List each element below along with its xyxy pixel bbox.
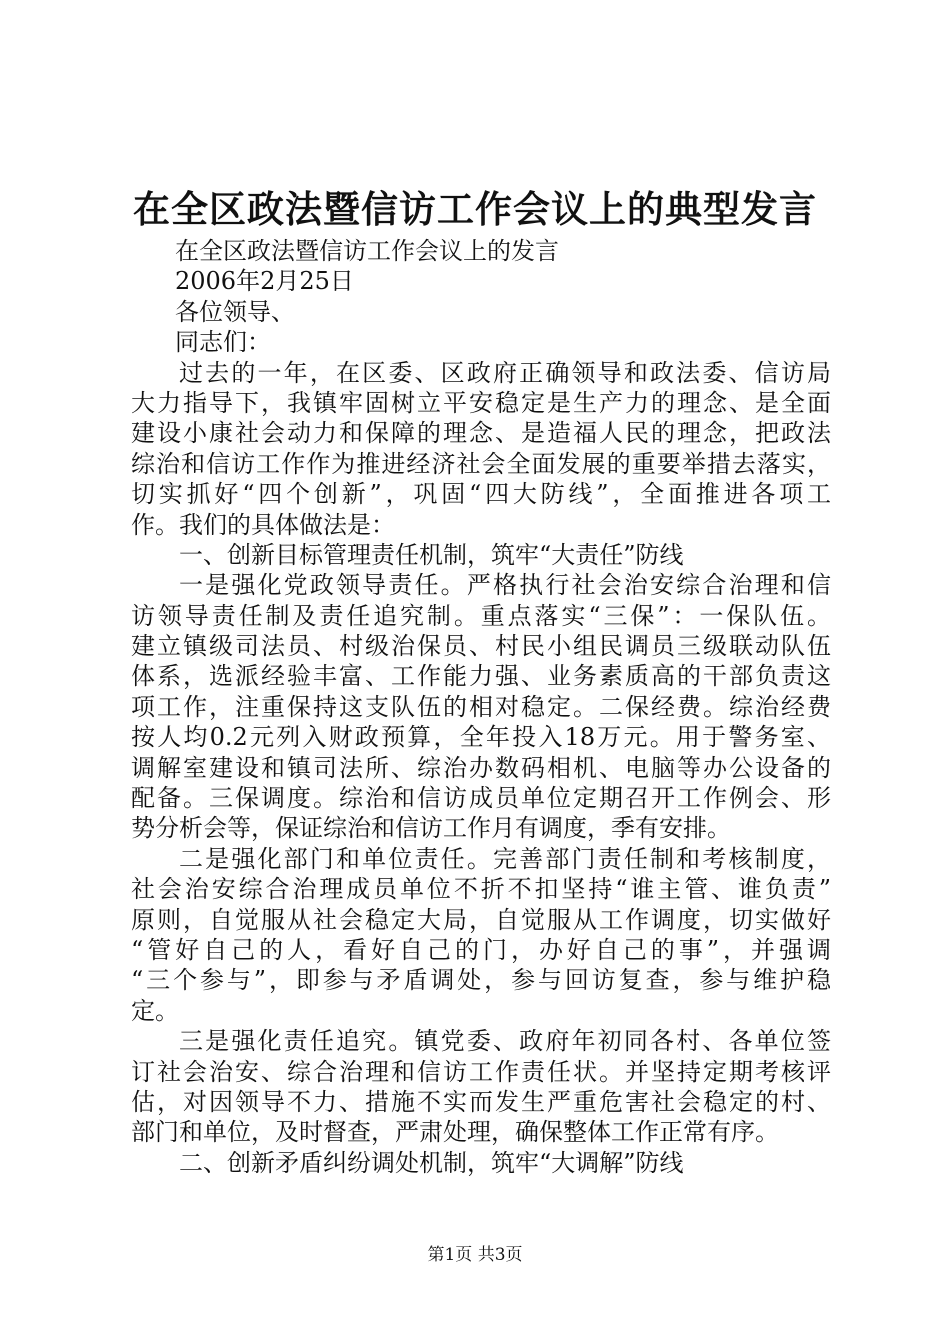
paragraph-line: 建设小康社会动力和保障的理念、是造福人民的理念，把政法 — [131, 419, 831, 448]
section-heading: 二、创新矛盾纠纷调处机制，筑牢“大调解”防线 — [179, 1148, 684, 1177]
paragraph-line: 综治和信访工作作为推进经济社会全面发展的重要举措去落实， — [131, 449, 831, 478]
paragraph-line: 建立镇级司法员、村级治保员、村民小组民调员三级联动队伍 — [131, 632, 831, 661]
paragraph-line: “三个参与”，即参与矛盾调处，参与回访复查，参与维护稳 — [131, 966, 831, 995]
document-title: 在全区政法暨信访工作会议上的典型发言 — [133, 187, 817, 231]
paragraph-line: 部门和单位，及时督查，严肃处理，确保整体工作正常有序。 — [131, 1118, 779, 1147]
paragraph-line: 原则，自觉服从社会稳定大局，自觉服从工作调度，切实做好 — [131, 905, 831, 934]
page-indicator: 第1页 共3页 — [427, 1245, 523, 1265]
salutation-line: 同志们： — [175, 328, 271, 357]
paragraph-line: 访领导责任制及责任追究制。重点落实“三保”：一保队伍。 — [131, 601, 831, 630]
paragraph-line: 二是强化部门和单位责任。完善部门责任制和考核制度， — [179, 844, 831, 873]
paragraph-line: 作。我们的具体做法是： — [131, 510, 395, 539]
paragraph-line: 社会治安综合治理成员单位不折不扣坚持“谁主管、谁负责” — [131, 875, 831, 904]
paragraph-line: “管好自己的人，看好自己的门，办好自己的事”，并强调 — [131, 935, 831, 964]
paragraph-line: 大力指导下，我镇牢固树立平安稳定是生产力的理念、是全面 — [131, 388, 831, 417]
paragraph-line: 三是强化责任追究。镇党委、政府年初同各村、各单位签 — [179, 1027, 831, 1056]
section-heading: 一、创新目标管理责任机制，筑牢“大责任”防线 — [179, 540, 684, 569]
paragraph-line: 估，对因领导不力、措施不实而发生严重危害社会稳定的村、 — [131, 1087, 831, 1116]
paragraph-line: 一是强化党政领导责任。严格执行社会治安综合治理和信 — [179, 571, 831, 600]
paragraph-line: 体系，选派经验丰富、工作能力强、业务素质高的干部负责这 — [131, 662, 831, 691]
paragraph-line: 势分析会等，保证综治和信访工作月有调度，季有安排。 — [131, 814, 731, 843]
paragraph-line: 按人均0.2元列入财政预算，全年投入18万元。用于警务室、 — [131, 723, 831, 752]
document-body — [131, 236, 831, 1178]
paragraph-line: 切实抓好“四个创新”，巩固“四大防线”，全面推进各项工 — [131, 480, 831, 509]
paragraph-line: 调解室建设和镇司法所、综治办数码相机、电脑等办公设备的 — [131, 753, 831, 782]
date-line: 2006年2月25日 — [175, 267, 354, 296]
subtitle-line: 在全区政法暨信访工作会议上的发言 — [175, 237, 559, 265]
salutation-line: 各位领导、 — [175, 297, 295, 326]
paragraph-line: 过去的一年，在区委、区政府正确领导和政法委、信访局 — [179, 358, 831, 387]
paragraph-line: 订社会治安、综合治理和信访工作责任状。并坚持定期考核评 — [131, 1057, 831, 1086]
paragraph-line: 项工作，注重保持这支队伍的相对稳定。二保经费。综治经费 — [131, 692, 831, 721]
paragraph-line: 定。 — [131, 996, 179, 1025]
paragraph-line: 配备。三保调度。综治和信访成员单位定期召开工作例会、形 — [131, 784, 831, 813]
